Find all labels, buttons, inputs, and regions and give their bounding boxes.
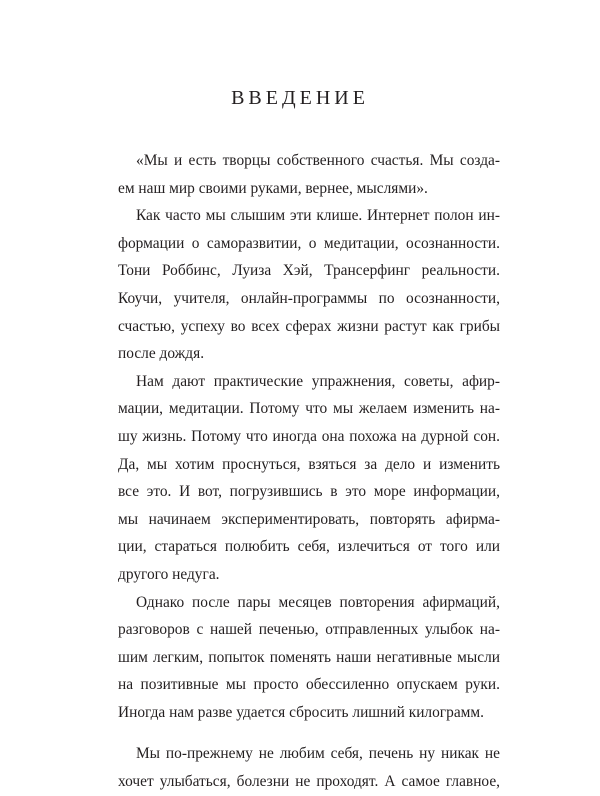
body-text <box>118 147 500 796</box>
text-line: хочет улыбаться, болезни не проходят. А самое главное, <box>118 773 500 791</box>
text-line: ем наш мир своими руками, вернее, мыслями». <box>118 179 428 197</box>
text-line: шу жизнь. Потому что иногда она похожа на дурной сон. <box>118 427 500 445</box>
text-line: Однако после пары месяцев повторения афирмаций, <box>136 593 500 611</box>
text-line: счастью, успеху во всех сферах жизни растут как грибы <box>118 317 500 335</box>
text-line: Тони Роббинс, Луиза Хэй, Трансерфинг реальности. <box>118 262 500 280</box>
text-line: «Мы и есть творцы собственного счастья. Мы созда- <box>136 152 500 169</box>
chapter-title: ВВЕДЕНИЕ <box>231 87 369 109</box>
text-line: мы начинаем экспериментировать, повторять афирма- <box>118 510 500 528</box>
text-line: Мы по-прежнему не любим себя, печень ну никак не <box>136 745 500 763</box>
paragraph-5 <box>118 740 500 795</box>
text-line: мации, медитации. Потому что мы желаем изменить на- <box>118 400 500 418</box>
text-line: Нам дают практические упражнения, советы, афир- <box>136 372 500 390</box>
text-line: Иногда нам разве удается сбросить лишний килограмм. <box>118 703 484 721</box>
section-gap <box>118 726 500 740</box>
text-line: после дождя. <box>118 345 205 363</box>
text-line: все это. И вот, погрузившись в это море информации, <box>118 483 500 501</box>
paragraph-3 <box>118 368 500 589</box>
text-line: на позитивные мы просто обессиленно опускаем руки. <box>118 676 500 694</box>
paragraph-2 <box>118 202 500 368</box>
text-line: другого недуга. <box>118 565 220 583</box>
text-line: формации о саморазвитии, о медитации, осознанности. <box>118 234 500 252</box>
text-line: ции, стараться полюбить себя, излечиться от того или <box>118 538 500 556</box>
text-line: Да, мы хотим проснуться, взяться за дело и изменить <box>118 455 500 473</box>
text-line: шим легким, попыток поменять наши негативные мысли <box>118 648 500 666</box>
text-line: разговоров с нашей печенью, отправленных улыбок на- <box>118 621 500 639</box>
paragraph-4 <box>118 589 500 727</box>
text-line: Коучи, учителя, онлайн-программы по осознанности, <box>118 289 500 307</box>
paragraph-1 <box>118 147 500 202</box>
text-line: Как часто мы слышим эти клише. Интернет полон ин- <box>136 207 500 225</box>
